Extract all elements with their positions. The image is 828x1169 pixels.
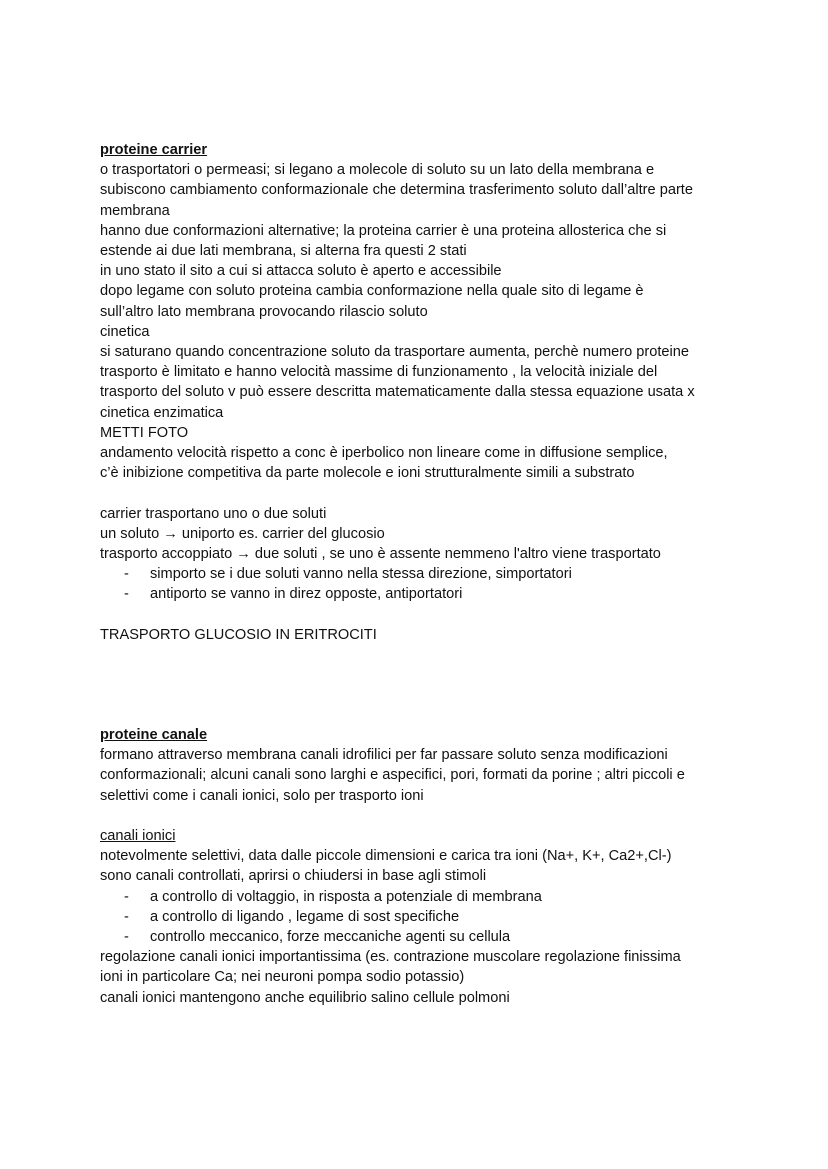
bullet-dash: -: [124, 929, 129, 946]
text-line: selettivi come i canali ionici, solo per trasporto ioni: [100, 787, 424, 804]
list-item: [100, 907, 740, 927]
spacer: [100, 483, 740, 503]
text-line: si saturano quando concentrazione soluto da trasportare aumenta, perchè numero proteine: [100, 344, 689, 361]
text-line: c’è inibizione competitiva da parte molecole e ioni strutturalmente simili a substrato: [100, 465, 635, 482]
text-line: o trasportatori o permeasi; si legano a molecole di soluto su un lato della membrana e: [100, 162, 655, 179]
list-item-text: controllo meccanico, forze meccaniche agenti su cellula: [150, 929, 511, 946]
text-line: trasporto accoppiato → due soluti , se uno è assente nemmeno l'altro viene trasportato: [100, 546, 661, 563]
text-line: in uno stato il sito a cui si attacca soluto è aperto e accessibile: [100, 263, 502, 280]
text-line: hanno due conformazioni alternative; la proteina carrier è una proteina allosterica che si: [100, 222, 667, 239]
bullet-dash: -: [124, 566, 129, 583]
document-section-channels: [100, 725, 740, 1008]
bullet-dash: -: [124, 908, 129, 925]
text-line: un soluto → uniporto es. carrier del glucosio: [100, 525, 385, 542]
text-line: METTI FOTO: [100, 424, 189, 441]
bullet-dash: -: [124, 586, 129, 603]
text-line: dopo legame con soluto proteina cambia conformazione nella quale sito di legame è: [100, 283, 644, 300]
text-line: carrier trasportano uno o due soluti: [100, 505, 327, 522]
text-line: sono canali controllati, aprirsi o chiudersi in base agli stimoli: [100, 868, 487, 885]
subsection-title-ion-channels: canali ionici: [100, 828, 176, 844]
text-line: notevolmente selettivi, data dalle piccole dimensioni e carica tra ioni (Na+, K+, Ca2+,Cl-): [100, 848, 672, 865]
section-title-carrier: proteine carrier: [100, 142, 208, 158]
spacer: [100, 605, 740, 625]
list-item-text: a controllo di voltaggio, in risposta a potenziale di membrana: [150, 888, 542, 905]
text-line: sull’altro lato membrana provocando rilascio soluto: [100, 303, 428, 320]
list-item: [100, 927, 740, 947]
text-line: ioni in particolare Ca; nei neuroni pompa sodio potassio): [100, 969, 465, 986]
list-item: [100, 584, 740, 604]
section-title-channels: proteine canale: [100, 727, 208, 743]
list-item: [100, 887, 740, 907]
text-line: trasporto del soluto v può essere descritta matematicamente dalla stessa equazione usata x: [100, 384, 695, 401]
text-line: andamento velocità rispetto a conc è iperbolico non lineare come in diffusione semplice,: [100, 445, 668, 462]
text-line: regolazione canali ionici importantissima (es. contrazione muscolare regolazione finissima: [100, 949, 681, 966]
text-line: cinetica enzimatica: [100, 404, 224, 421]
list-item-text: antiporto se vanno in direz opposte, antiportatori: [150, 586, 463, 603]
section-closing-heading: TRASPORTO GLUCOSIO IN ERITROCITI: [100, 626, 377, 643]
document-page: [100, 140, 740, 645]
list-item-text: simporto se i due soluti vanno nella stessa direzione, simportatori: [150, 566, 572, 583]
text-line: subiscono cambiamento conformazionale che determina trasferimento soluto dall’altre parte: [100, 182, 693, 199]
text-line: conformazionali; alcuni canali sono larghi e aspecifici, pori, formati da porine ; altri piccoli e: [100, 767, 685, 784]
list-item: [100, 564, 740, 584]
text-line: estende ai due lati membrana, si alterna fra questi 2 stati: [100, 243, 467, 260]
bullet-dash: -: [124, 888, 129, 905]
text-line: trasporto è limitato e hanno velocità massime di funzionamento , la velocità iniziale del: [100, 364, 658, 381]
text-line: cinetica: [100, 323, 150, 340]
text-line: formano attraverso membrana canali idrofilici per far passare soluto senza modificazioni: [100, 747, 668, 764]
list-item-text: a controllo di ligando , legame di sost specifiche: [150, 908, 460, 925]
text-line: canali ionici mantengono anche equilibrio salino cellule polmoni: [100, 989, 510, 1006]
spacer: [100, 806, 740, 826]
text-line: membrana: [100, 202, 170, 219]
